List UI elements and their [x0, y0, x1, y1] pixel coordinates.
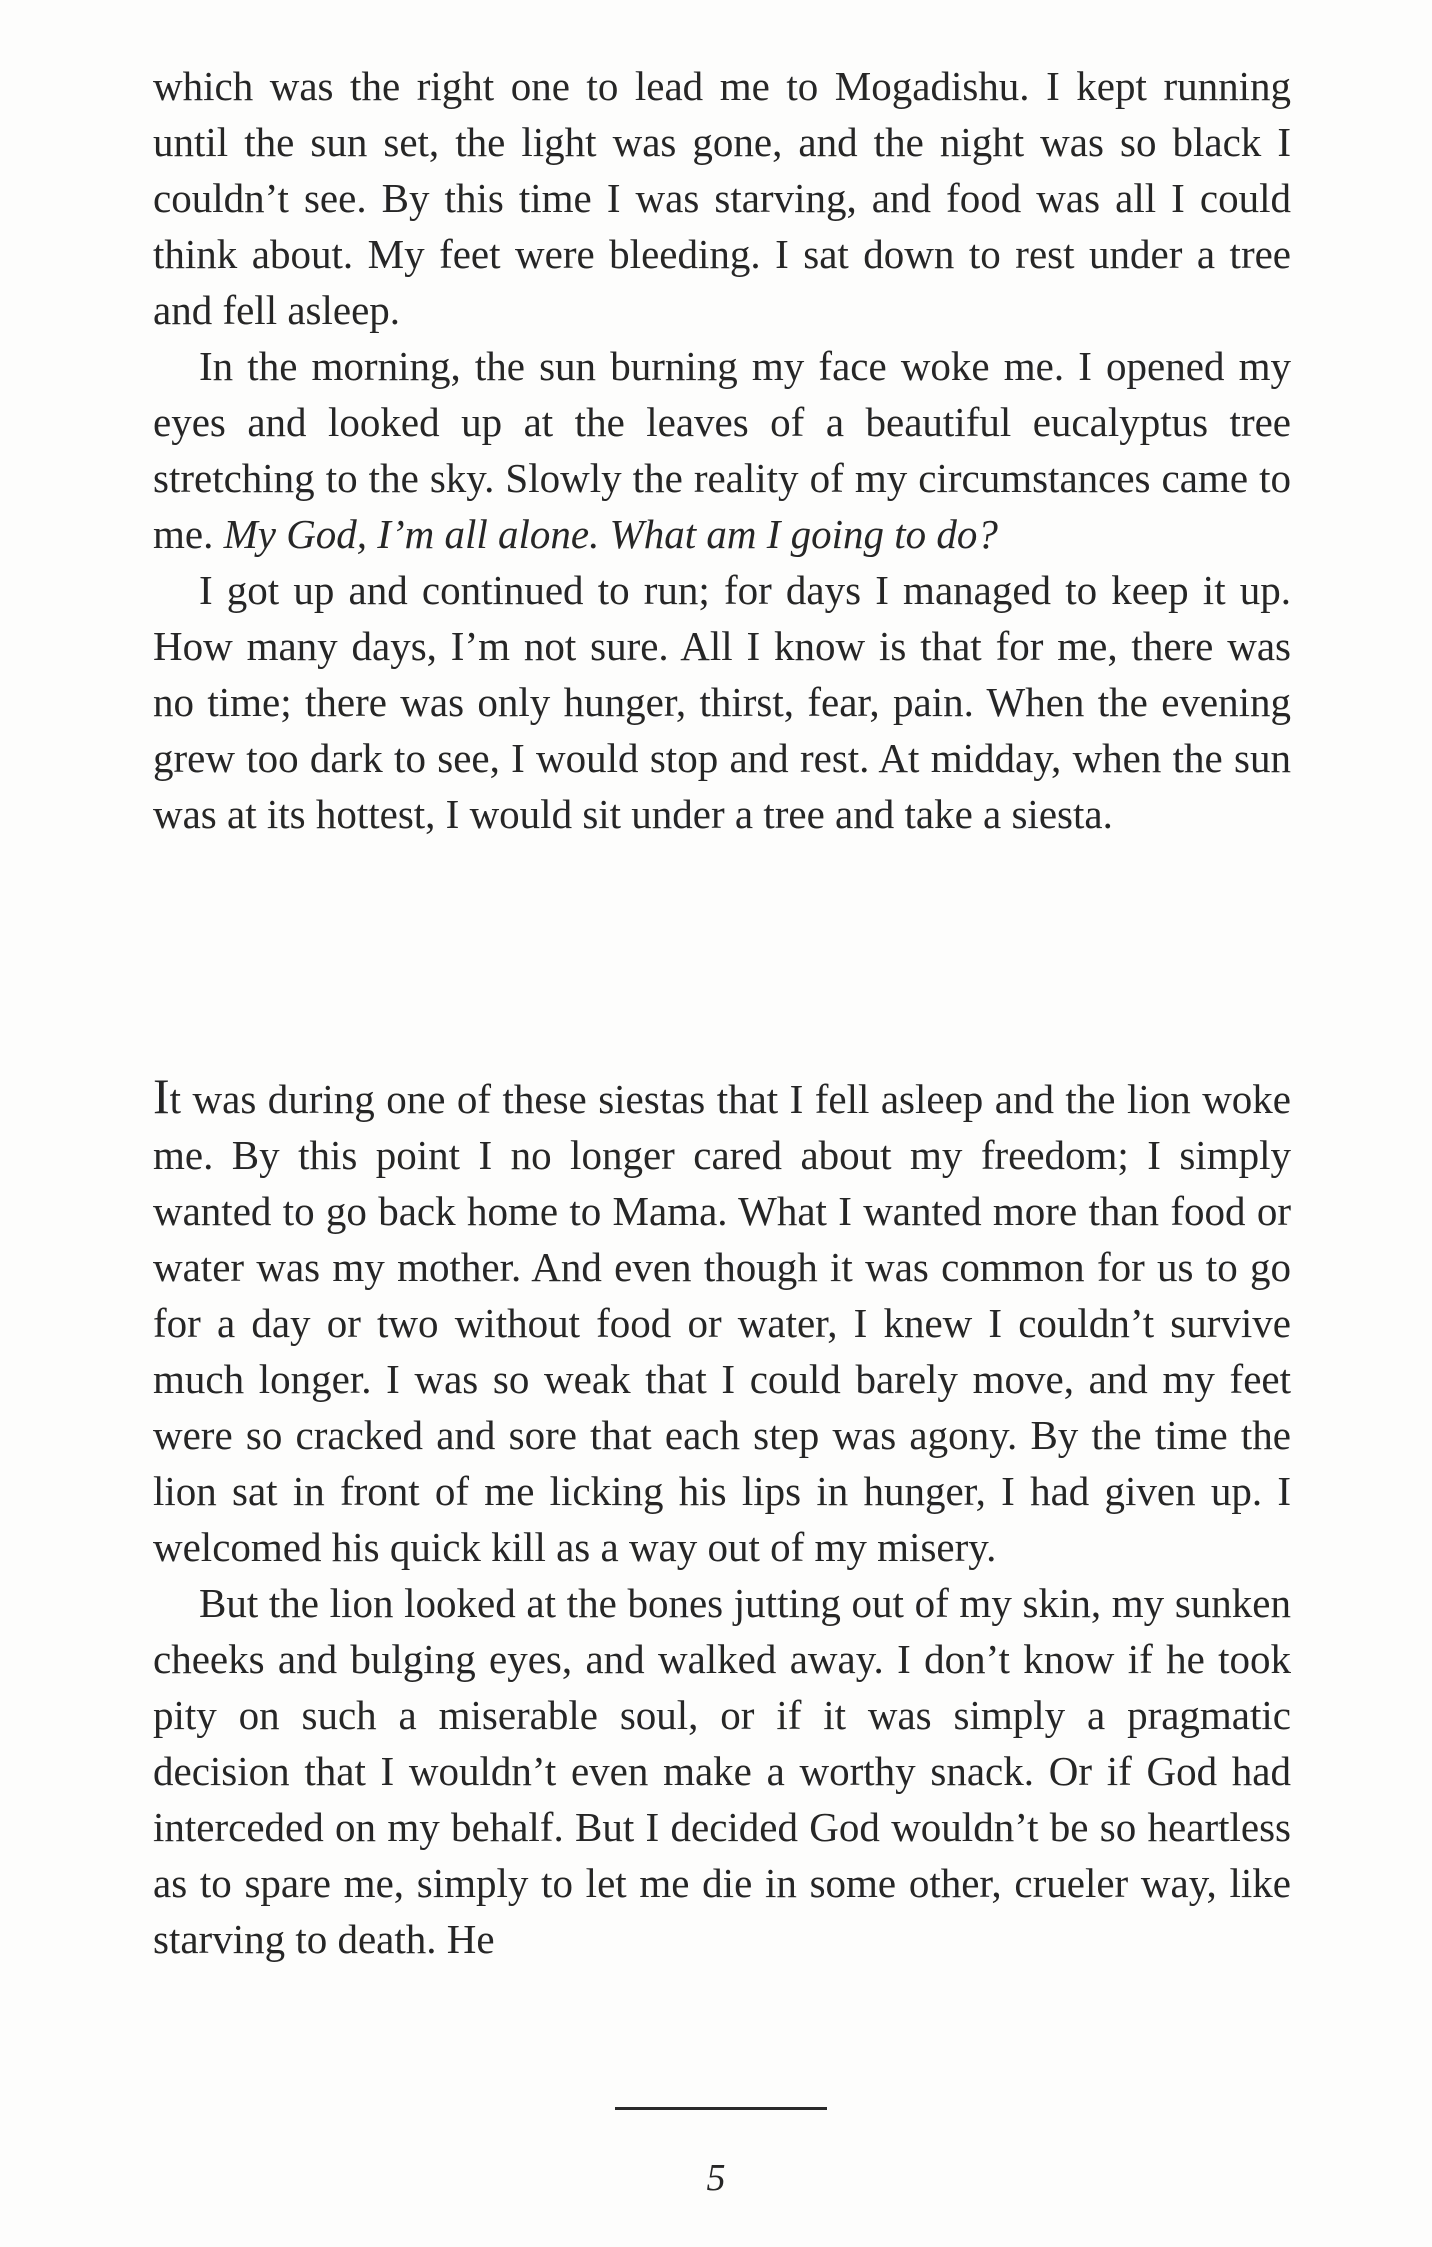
paragraph-plain-text: In the morning, the sun burning my face woke me. I opened my eyes and looked up at the leaves of a beautiful eucalyptus tree stretching to the sky. Slowly the reality of my circumstances came to me.	[153, 343, 1291, 557]
paragraph: But the lion looked at the bones jutting out of my skin, my sunken cheeks and bulging eyes, and walked away. I don’t know if he took pity on such a miserable soul, or if it was simply a pragmatic decision that I wouldn’t even make a worthy snack. Or if God had interceded on my behalf. But I decided God wouldn’t be so heartless as to spare me, simply to let me die in some other, crueler way, like starving to death. He	[153, 1580, 1291, 1962]
paragraph	[153, 338, 1291, 562]
section-lead-letter: I	[153, 1068, 170, 1124]
footer-rule	[615, 2107, 827, 2110]
section-one-text	[153, 58, 1291, 842]
paragraph: which was the right one to lead me to Mogadishu. I kept running until the sun set, the light was gone, and the night was so black I couldn’t see. By this time I was starving, and food was all I could think about. My feet were bleeding. I sat down to rest under a tree and fell asleep.	[153, 63, 1291, 333]
paragraph-italic-thought: My God, I’m all alone. What am I going to do?	[223, 511, 998, 557]
section-lead-paragraph	[153, 1068, 1291, 1575]
section-lead-text: t was during one of these siestas that I fell asleep and the lion woke me. By this point I no longer cared about my freedom; I simply wanted to go back home to Mama. What I wanted more than food or water was my mother. And even though it was common for us to go for a day or two without food or water, I knew I couldn’t survive much longer. I was so weak that I could barely move, and my feet were so cracked and sore that each step was agony. By the time the lion sat in front of me licking his lips in hunger, I had given up. I welcomed his quick kill as a way out of my misery.	[153, 1076, 1291, 1570]
paragraph: I got up and continued to run; for days I managed to keep it up. How many days, I’m not sure. All I know is that for me, there was no time; there was only hunger, thirst, fear, pain. When the evening grew too dark to see, I would stop and rest. At midday, when the sun was at its hottest, I would sit under a tree and take a siesta.	[153, 567, 1291, 837]
section-two-text	[153, 1068, 1291, 1967]
page-number: 5	[706, 2157, 726, 2199]
